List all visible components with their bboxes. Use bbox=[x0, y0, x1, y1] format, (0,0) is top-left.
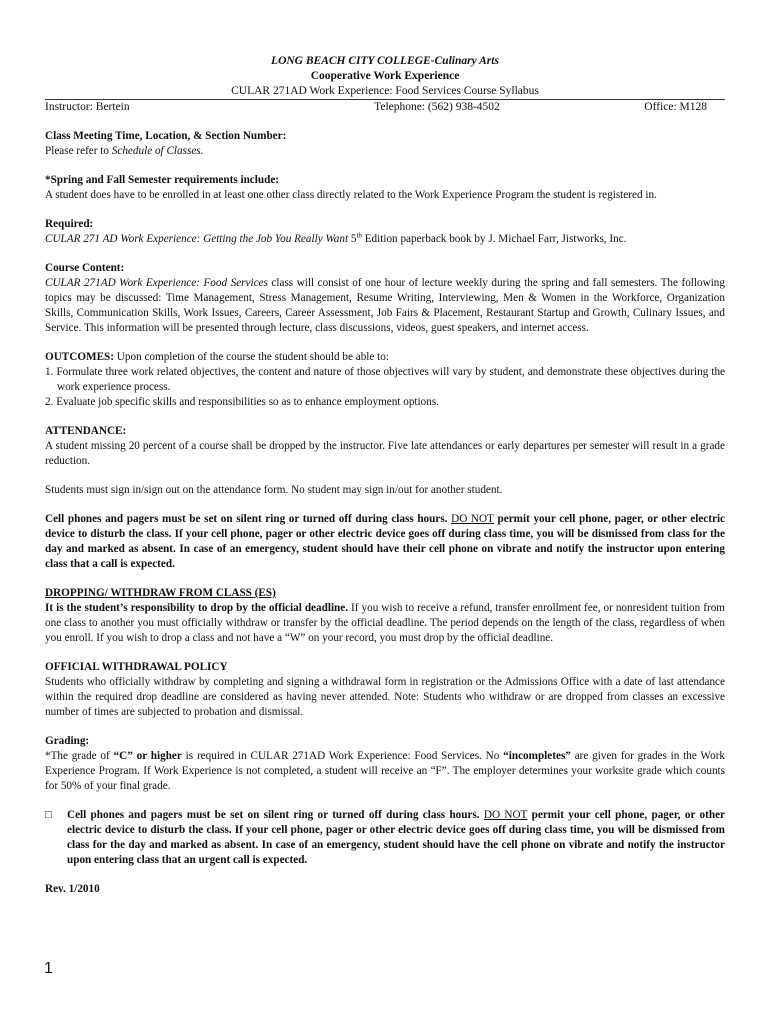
attendance-signin bbox=[45, 483, 725, 498]
attendance-text: A student missing 20 percent of a course shall be dropped by the instructor. Five late attendances or early departures per semester will result in a grade reduction. bbox=[45, 440, 725, 467]
content-text: CULAR 271AD Work Experience: Food Services class will consist of one hour of lecture weekly during the spring and fall semesters. The following topics may be discussed: Time Management, Stress Management, Resume Writing, Interviewing, Men & Women in the Workforce, Organization Skills, Communication Skills, Work Issues, Careers, Career Assessment, Job Fairs & Placement, Restaurant Startup and Growth, Culinary Issues, and Service. This information will be presented through lecture, class discussions, videos, guest speakers, and internet access. bbox=[45, 277, 725, 334]
dropping-section bbox=[45, 586, 725, 646]
cellphone-policy bbox=[45, 512, 725, 572]
grading-text: *The grade of “C” or higher is required in CULAR 271AD Work Experience: Food Services. No “incompletes” are given for grades in the Work Experience Program. If Work Experience is not completed, a student will receive an “F”. The employer determines your worksite grade which counts for 50% of your final grade. bbox=[45, 750, 726, 792]
withdrawal-heading: OFFICIAL WITHDRAWAL POLICY bbox=[45, 661, 228, 673]
syllabus-page bbox=[45, 54, 725, 897]
outcomes-list bbox=[45, 365, 725, 410]
required-section bbox=[45, 217, 725, 247]
outcomes-section bbox=[45, 350, 725, 410]
page-number: 1 bbox=[44, 960, 53, 977]
course-title: CULAR 271AD Work Experience: Food Services Course Syllabus bbox=[231, 85, 539, 97]
content-section bbox=[45, 261, 725, 336]
attendance-heading: ATTENDANCE: bbox=[45, 425, 127, 437]
college-title: LONG BEACH CITY COLLEGE-Culinary Arts bbox=[271, 55, 499, 67]
outcome-item: 2. Evaluate job specific skills and responsibilities so as to enhance employment options. bbox=[45, 396, 439, 408]
checkbox-bullet-icon: □ bbox=[45, 809, 52, 821]
cellphone-bullet-text: Cell phones and pagers must be set on silent ring or turned off during class hours. DO NOT permit your cell phone, pager, or other electric device to disturb the class. If your cell phone, pager or other electric device goes off during class time, you will be dismissed from class for the day and marked as absent. In case of an emergency, student should have the cell phone on vibrate and notify the instructor upon entering class that an urgent call is expected. bbox=[67, 809, 726, 866]
instructor-office: Office: M128 bbox=[644, 101, 707, 113]
grading-heading: Grading: bbox=[45, 735, 90, 747]
dropping-heading: DROPPING/ WITHDRAW FROM CLASS (ES) bbox=[45, 587, 276, 599]
instructor-line bbox=[45, 100, 725, 115]
required-text: CULAR 271 AD Work Experience: Getting the Job You Really Want 5th Edition paperback book by J. Michael Farr, Jistworks, Inc. bbox=[45, 231, 627, 245]
program-title: Cooperative Work Experience bbox=[310, 70, 460, 82]
revision-section bbox=[45, 882, 725, 897]
instructor-name: Instructor: Bertein bbox=[45, 101, 130, 113]
grading-section bbox=[45, 734, 725, 794]
signin-text: Students must sign in/sign out on the attendance form. No student may sign in/out for another student. bbox=[45, 484, 503, 496]
meeting-heading: Class Meeting Time, Location, & Section Number: bbox=[45, 130, 287, 142]
attendance-section bbox=[45, 424, 725, 469]
semester-section bbox=[45, 173, 725, 203]
required-heading: Required: bbox=[45, 218, 94, 230]
cellphone-bullet bbox=[45, 808, 725, 868]
meeting-text: Please refer to Schedule of Classes. bbox=[45, 145, 204, 157]
outcome-item: 1. Formulate three work related objectives, the content and nature of those objectives will vary by student, and demonstrate these objectives during the work experience process. bbox=[45, 366, 725, 393]
meeting-section bbox=[45, 129, 725, 159]
semester-heading: *Spring and Fall Semester requirements include: bbox=[45, 174, 280, 186]
outcomes-intro: OUTCOMES: Upon completion of the course the student should be able to: bbox=[45, 351, 389, 363]
withdrawal-text: Students who officially withdraw by completing and signing a withdrawal form in registration or the Admissions Office with a date of last attendance within the required drop deadline are considered as having never attended. Note: Students who withdraw or are dropped from classes an excessive number of times are subjected to probation and dismissal. bbox=[45, 676, 725, 718]
instructor-telephone: Telephone: (562) 938-4502 bbox=[374, 101, 500, 113]
cellphone-text: Cell phones and pagers must be set on silent ring or turned off during class hours. DO NOT permit your cell phone, pager, or other electric device to disturb the class. If your cell phone, pager or other electric device goes off during class time, you will be dismissed from class for the day and marked as absent. In case of an emergency, student should have their cell phone on vibrate and notify the instructor upon entering class that a call is expected. bbox=[45, 513, 726, 570]
withdrawal-section bbox=[45, 660, 725, 720]
dropping-text: It is the student’s responsibility to drop by the official deadline. If you wish to receive a refund, transfer enrollment fee, or nonresident tuition from one class to another you must officially withdraw or transfer by the official deadline. The period depends on the length of the class, regardless of when you enroll. If you wish to drop a class and not have a “W” on your record, you must drop by the official deadline. bbox=[45, 602, 725, 644]
document-header bbox=[45, 54, 725, 99]
revision-date: Rev. 1/2010 bbox=[45, 883, 100, 895]
semester-text: A student does have to be enrolled in at least one other class directly related to the Work Experience Program the student is registered in. bbox=[45, 189, 657, 201]
content-heading: Course Content: bbox=[45, 262, 125, 274]
